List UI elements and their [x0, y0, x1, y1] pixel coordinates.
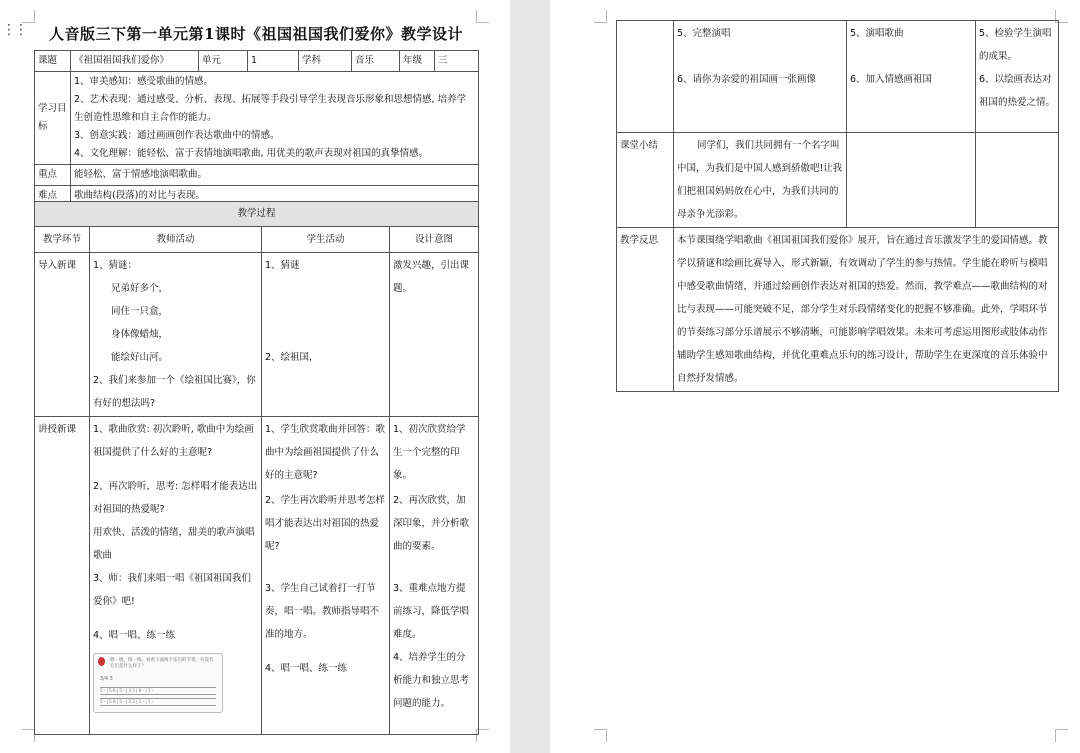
teacher-activity-cell: [674, 21, 847, 133]
table-row: [35, 253, 479, 417]
objectives-cell: [71, 72, 479, 165]
design-intent: 3、重难点地方提前练习，降低学唱难度。: [393, 583, 470, 640]
objective-item: 3、创意实践：通过画画创作表达歌曲中的情感。: [74, 130, 280, 141]
page-corner-mark: [1055, 729, 1068, 742]
student-activity: 1、猜谜: [265, 260, 300, 271]
objective-item: 4、文化理解：能轻松、富于表情地演唱歌曲, 用优美的歌声表现对祖国的真挚情感。: [74, 148, 429, 159]
teacher-activity: 1、歌曲欣赏: 初次聆听, 歌曲中为绘画祖国提供了什么好的主意呢?: [93, 424, 254, 458]
summary-text: 同学们，我们共同拥有一个名字叫中国，为我们是中国人感到骄傲吧!让我们把祖国妈妈放在心中，为我们共同的母亲争光添彩。: [674, 133, 847, 228]
reflection-text: 本节课围绕学唱歌曲《祖国祖国我们爱你》展开，旨在通过音乐激发学生的爱国情感。教学以猜谜和绘画比赛导入，形式新颖，有效调动了学生的参与热情。学生能在聆听与模唱中感受歌曲情绪，并通过绘画创作表达对祖国的热爱。然而，教学难点——歌曲结构的对比与表现——可能突破不足，部分学生对乐段情绪变化的把握不够准确。此外，学唱环节的节奏练习部分乐谱展示不够清晰，可能影响学唱效果。未来可考虑运用图形或肢体动作辅助学生感知歌曲结构，并优化重难点乐句的练习设计，帮助学生在更深度的音乐体验中自然抒发情感。: [674, 228, 1059, 392]
riddle-line: 同住一只盒，: [111, 306, 169, 317]
table-row: [617, 133, 1059, 228]
teacher-activity: 用欢快、活泼的情绪，甜美的歌声演唱歌曲: [93, 527, 255, 561]
grade-label: 年级: [400, 51, 435, 72]
score-row: 5 - | 5 6 | 5 - | 3 2 | 1 - | 1 -: [100, 698, 216, 706]
drag-handle-icon[interactable]: ⋮⋮: [2, 22, 26, 38]
subject-value: 音乐: [352, 51, 400, 72]
table-row: [35, 51, 479, 72]
score-marks: 3/4 3: [100, 676, 113, 682]
objectives-label: 学习目标: [35, 72, 71, 165]
lesson-info-table: [34, 50, 479, 207]
design-intent: 5、检验学生演唱的成果。: [979, 28, 1052, 62]
reflection-label: 教学反思: [617, 228, 674, 392]
teacher-activity: 3、师：我们来唱一唱《祖国祖国我们爱你》吧!: [93, 573, 252, 607]
empty-cell: [976, 133, 1059, 228]
column-header: 教学环节: [35, 227, 90, 253]
unit-value: 1: [248, 51, 299, 72]
teacher-activity: 5、完整演唱: [677, 28, 731, 39]
process-title: 教学过程: [35, 202, 479, 227]
design-intent: 激发兴趣，引出课题。: [390, 253, 479, 417]
student-activity-cell: [847, 21, 976, 133]
design-intent: 6、以绘画表达对祖国的热爱之情。: [979, 74, 1056, 108]
subject-label: 学科: [299, 51, 352, 72]
topic-label: 课题: [35, 51, 71, 72]
page-corner-mark: [594, 729, 607, 742]
riddle-line: 身体像蜡烛，: [111, 329, 169, 340]
student-activity-cell: [262, 417, 390, 735]
design-intent: 1、初次欣赏给学生一个完整的印象。: [393, 424, 466, 481]
design-intent-cell: [390, 417, 479, 735]
difficulty-label: 难点: [35, 186, 71, 207]
teaching-process-table-continued: [616, 20, 1059, 392]
table-row: [35, 202, 479, 227]
stage-label: 讲授新课: [35, 417, 90, 735]
teacher-activity: 6、请你为亲爱的祖国画一张画像: [677, 74, 817, 85]
student-activity: 2、学生再次聆听并思考怎样唱才能表达出对祖国的热爱呢?: [265, 495, 386, 552]
teacher-activity: 1、猜谜：: [93, 260, 138, 271]
student-activity: 4、唱一唱、练一练: [265, 663, 348, 674]
table-row: [617, 21, 1059, 133]
unit-label: 单元: [199, 51, 248, 72]
teaching-process-table: [34, 201, 479, 735]
summary-label: 课堂小结: [617, 133, 674, 228]
table-row: [35, 417, 479, 735]
difficulty-value: 歌曲结构(段落)的对比与表现。: [71, 186, 479, 207]
student-activity-cell: [262, 253, 390, 417]
student-activity: 5、演唱歌曲: [850, 28, 904, 39]
empty-cell: [847, 133, 976, 228]
student-activity: 3、学生自己试着打一打节奏，唱一唱。教师指导唱不准的地方。: [265, 583, 380, 640]
column-header: 教师活动: [90, 227, 262, 253]
table-row: [617, 228, 1059, 392]
page-corner-mark: [594, 10, 607, 23]
key-point-label: 重点: [35, 165, 71, 186]
student-activity: 1、学生欣赏歌曲并回答：歌曲中为绘画祖国提供了什么好的主意呢?: [265, 424, 386, 481]
objective-item: 1、审美感知：感受歌曲的情感。: [74, 76, 214, 87]
teacher-activity-cell: [90, 417, 262, 735]
document-page-2: [550, 0, 1080, 753]
score-row: 5 - | 5 6 | 5 - | 3 5 | 6 - | 1 -: [100, 687, 216, 695]
table-row: [35, 165, 479, 186]
design-intent: 4、培养学生的分析能力和独立思考问题的能力。: [393, 652, 470, 709]
teacher-activity-cell: [90, 253, 262, 417]
topic-value: 《祖国祖国我们爱你》: [71, 51, 199, 72]
column-header: 设计意图: [390, 227, 479, 253]
document-page-1: [0, 0, 510, 753]
objective-item: 2、艺术表现：通过感受、分析、表现、拓展等手段引导学生表现音乐形象和思想情感, 培养学生创造性思维和自主合作的能力。: [74, 94, 467, 123]
table-header-row: [35, 227, 479, 253]
grade-value: 三: [435, 51, 479, 72]
column-header: 学生活动: [262, 227, 390, 253]
student-activity: 6、加入情感画祖国: [850, 74, 933, 85]
stage-label: [617, 21, 674, 133]
table-row: [35, 72, 479, 165]
riddle-line: 兄弟好多个，: [111, 283, 169, 294]
stage-label: 导入新课: [35, 253, 90, 417]
page-corner-mark: [476, 10, 489, 23]
design-intent: 2、再次欣赏，加深印象，并分析歌曲的要素。: [393, 495, 470, 552]
score-caption: 唱一唱，练一练。看看下面两个乐句的节奏，有没有它们是什么样子？: [110, 658, 214, 669]
riddle-line: 能绘好山河。: [111, 352, 169, 363]
music-score-image: [93, 653, 223, 713]
teacher-activity: 4、唱一唱、练一练: [93, 630, 176, 641]
design-intent-cell: [976, 21, 1059, 133]
key-point-value: 能轻松、富于情感地演唱歌曲。: [71, 165, 479, 186]
music-note-icon: [98, 657, 105, 666]
teacher-activity: 2、我们来参加一个《绘祖国比赛》，你有好的想法吗?: [93, 375, 256, 409]
student-activity: 2、绘祖国,: [265, 352, 313, 363]
teacher-activity: 2、再次聆听，思考: 怎样唱才能表达出对祖国的热爱呢?: [93, 481, 258, 515]
document-title: 人音版三下第一单元第1课时《祖国祖国我们爱你》教学设计: [49, 25, 463, 43]
